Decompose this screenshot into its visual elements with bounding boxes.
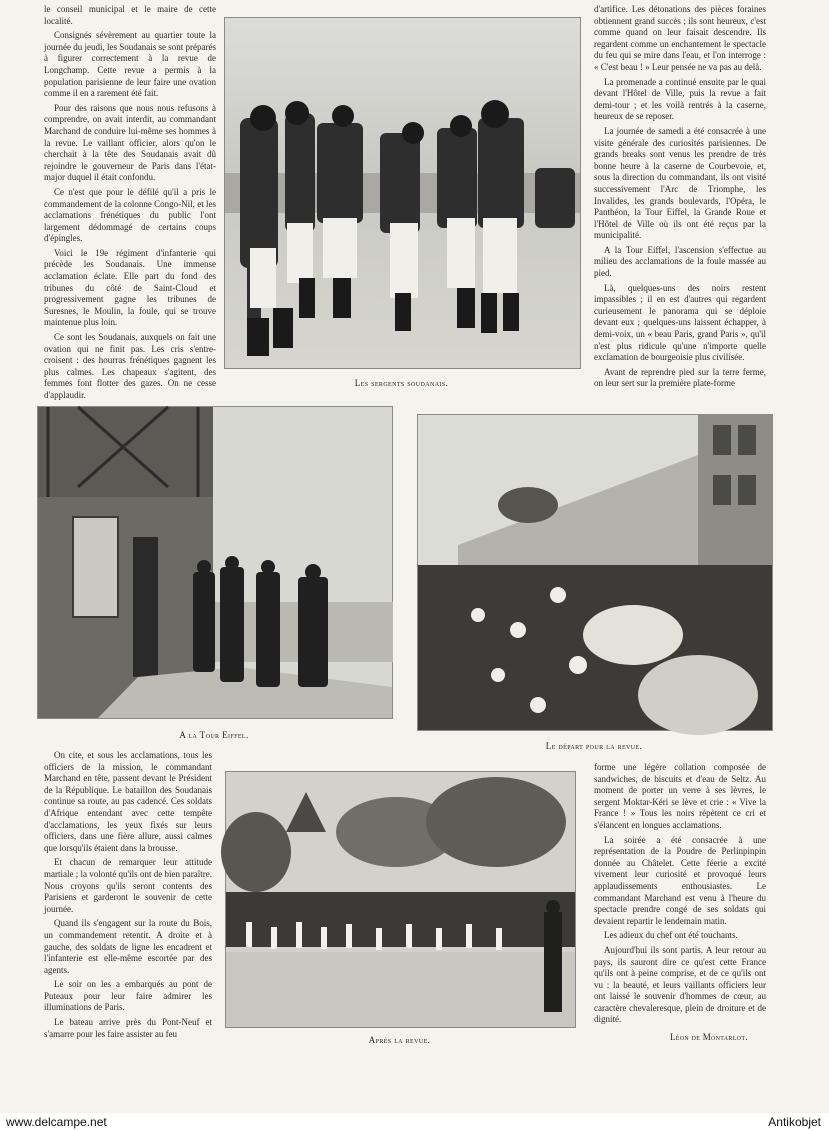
- paragraph: d'artifice. Les détonations des pièces foraines obtiennent grand succès ; ils sont heureux, c'est comme quand on leur faisait descendre. Ils regardent comme un enchantement le spectacle du feu qui se mire dans l'eau, et l'on interroge : « C'est beau ! » Leur pensée ne va pas au delà.: [594, 4, 766, 72]
- text-column-bottom-left: [44, 750, 212, 1039]
- paragraph: forme une légère collation composée de sandwiches, de biscuits et d'eau de Seltz. Au moment de porter un verre à ses lèvres, le sergent Moktar-Kéri se lève et crie : « Vive la France ! » Tous les noirs répètent ce cri et s'élancent en longues acclamations.: [594, 762, 766, 830]
- photo-after-review: [225, 771, 576, 1028]
- paragraph: Aujourd'hui ils sont partis. A leur retour au pays, ils sauront dire ce qu'est cette France qu'ils ont à peine comprise, et de ce qu'ils ont vu : la beauté, et leurs vaillants officiers leur ont laissé le souvenir d'hommes de cœur, au caractère chevaleresque, plein de droiture et de dignité.: [594, 944, 766, 1025]
- caption-tour-eiffel: A la Tour Eiffel.: [179, 730, 249, 740]
- text-column-top-left: [44, 4, 216, 400]
- watermark-bar: [0, 1113, 829, 1131]
- paragraph: Quand ils s'engagent sur la route du Bois, un commandement retentit. A droite et à gauche, des soldats de ligne les encadrent et l'infanterie est elle-même escortée par des agents.: [44, 918, 212, 975]
- paragraph: La promenade a continué ensuite par le quai devant l'Hôtel de Ville, puis la revue a fait demi-tour ; et les voilà rentrés à la caserne, heureux de se reposer.: [594, 76, 766, 122]
- watermark-right: Antikobjet: [768, 1115, 821, 1129]
- caption-depart: Le départ pour la revue.: [545, 741, 643, 751]
- paragraph: Voici le 19e régiment d'infanterie qui précède les Soudanais. Une immense acclamation éclate. Elle part du fond des tribunes du côté de Saint-Cloud et progressivement gagne les tribunes de Suresnes, le Moulin, la foule, qui se trouve maintenue plus loin.: [44, 247, 216, 328]
- photo-sudanese-sergeants: [224, 17, 581, 369]
- paragraph: le conseil municipal et le maire de cette localité.: [44, 4, 216, 26]
- photo-departure-for-review: [417, 414, 773, 731]
- paragraph: Et chacun de remarquer leur attitude martiale ; la volonté qu'ils ont de bien paraître. Nous croyons qu'ils seront contents des Parisiens et garderont le souvenir de cette journée.: [44, 857, 212, 914]
- text-column-bottom-right: [594, 762, 766, 1024]
- paragraph: Ce n'est que pour le défilé qu'il a pris le commandement de la colonne Congo-Nil, et les acclamations frénétiques du public l'ont largement dédommagé de certains coups d'épingles.: [44, 186, 216, 244]
- paragraph: Ce sont les Soudanais, auxquels on fait une ovation qui ne finit pas. Les cris s'entre-croisent : des hourras frénétiques gagnent les plus calmes. Les chapeaux s'agitent, des femmes font flotter des gazes. On ne cesse d'applaudir.: [44, 332, 216, 400]
- author-signature: Léon de Montarlot.: [670, 1032, 748, 1042]
- caption-apres: Après la revue.: [368, 1035, 431, 1045]
- caption-sergents: Les sergents soudanais.: [354, 378, 449, 388]
- paragraph: La soirée a été consacrée à une représentation de la Poudre de Perlinpinpin donnée au Châtelet. Cette féerie a excité vivement leur curiosité et provoqué leurs applaudissements enthousiastes. Le commandant Marchand est venu à l'heure du spectacle prendre congé de ses soldats qui devaient repartir le lendemain matin.: [594, 834, 766, 926]
- paragraph: On cite, et sous les acclamations, tous les officiers de la mission, le commandant Marchand en tête, passent devant le Président de la République. Le bataillon des Soudanais continue sa route, au pas cadencé. Ces soldats d'Afrique entendant avec cette tempête d'acclamations, les yeux fixés sur leurs officiers, dans une fière allure, aussi calmes que lorsqu'ils étaient dans la brousse.: [44, 750, 212, 853]
- paragraph: Consignés sévèrement au quartier toute la journée du jeudi, les Soudanais se sont préparés à figurer correctement à la revue de Longchamp. Cette revue a permis à la population parisienne de leur faire une ovation comme il en a rarement été fait.: [44, 30, 216, 99]
- paragraph: Là, quelques-uns des noirs restent impassibles ; il en est d'autres qui regardent curieusement le panorama qui se déploie devant eux ; quelques-uns laissent échapper, à demi-voix, un « beau Paris, grand Paris », qu'il n'est plus ridicule qu'une n'importe quelle exclamation de bourgeoisie plus civilisée.: [594, 282, 766, 363]
- paragraph: Le bateau arrive près du Pont-Neuf et s'amarre pour les faire assister au feu: [44, 1017, 212, 1039]
- watermark-left: www.delcampe.net: [6, 1115, 107, 1129]
- photo-eiffel-tower: [37, 406, 393, 719]
- paragraph: La journée de samedi a été consacrée à une visite générale des curiosités parisiennes. De grands breaks sont venus les prendre de très bonne heure à la caserne de Courbevoie, et, sous la direction du commandant, ils ont visité successivement l'Arc de Triomphe, les Invalides, les grands boulevards, l'Opéra, le Panthéon, la Tour Eiffel, la Grande Roue et l'Hôtel de Ville où ils ont été reçus par la municipalité.: [594, 125, 766, 241]
- paragraph: A la Tour Eiffel, l'ascension s'effectue au milieu des acclamations de la foule massée au pied.: [594, 244, 766, 279]
- text-column-top-right: [594, 4, 766, 389]
- paragraph: Avant de reprendre pied sur la terre ferme, on leur sert sur la première plate-forme: [594, 366, 766, 389]
- paragraph: Pour des raisons que nous nous refusons à comprendre, on avait interdit, au commandant Marchand de conduire lui-même ses hommes à la revue. Le vaillant officier, alors qu'on le cherchait à la tête des Soudanais avait dû rejoindre le gouverneur de Paris dans l'état-major duquel il était confondu.: [44, 102, 216, 183]
- paragraph: Les adieux du chef ont été touchants.: [604, 930, 738, 941]
- paragraph: Le soir on les a embarqués au pont de Puteaux pour leur faire admirer les illuminations de Paris.: [44, 979, 212, 1013]
